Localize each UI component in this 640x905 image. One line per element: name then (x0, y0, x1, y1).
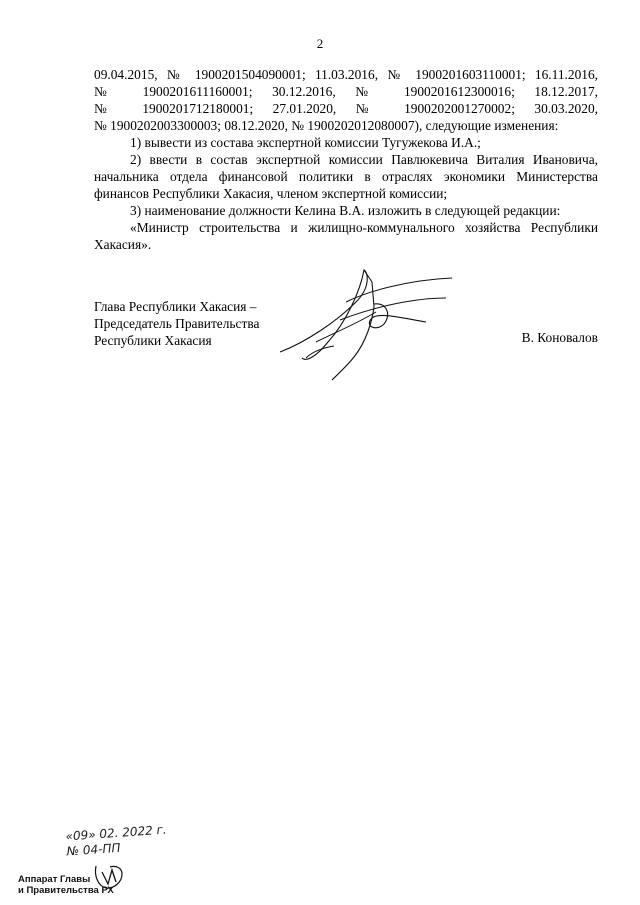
stamp-line-1: Аппарат Главы (18, 874, 91, 885)
handwritten-date: «09» 02. 2022 г. (65, 822, 168, 844)
signatory-title-line-3: Республики Хакасия (94, 333, 212, 348)
handwritten-signature (276, 262, 456, 392)
stamp-initials-mark (92, 862, 126, 892)
page-number: 2 (316, 36, 324, 51)
handwritten-registration-note (65, 823, 168, 860)
text-line-1: 09.04.2015, № 1900201504090001; 11.03.2016, № 1900201603110001; 16.11.2016, (94, 67, 598, 82)
amendment-item-2: 2) ввести в состав экспертной комиссии Павлюкевича Виталия Ивановича, начальника отдела финансовой политики в отраслях экономики Министерства финансов Республики Хакасия, членом экспертной комиссии; (94, 152, 598, 201)
signatory-title (94, 298, 259, 349)
signatory-title-line-2: Председатель Правительства (94, 316, 260, 331)
text-line-3: № 1900201712180001; 27.01.2020, № 1900202001270002; 30.03.2020, (94, 101, 598, 116)
signatory-name: В. Коновалов (521, 330, 598, 345)
text-line-4: № 1900202003300003; 08.12.2020, № 1900202012080007), следующие изменения: (94, 118, 559, 133)
document-body (94, 66, 598, 253)
amendment-item-3: 3) наименование должности Келина В.А. изложить в следующей редакции: (130, 203, 561, 218)
amendment-item-1: 1) вывести из состава экспертной комиссии Тугужекова И.А.; (130, 135, 481, 150)
amendment-quote: «Министр строительства и жилищно-коммунального хозяйства Республики Хакасия». (94, 220, 598, 252)
stamp-line-2: и Правительства РХ (18, 885, 114, 896)
handwritten-number: № 04-ПП (66, 840, 121, 859)
text-line-2: № 1900201611160001; 30.12.2016, № 1900201612300016; 18.12.2017, (94, 84, 598, 99)
signatory-title-line-1: Глава Республики Хакасия – (94, 299, 257, 314)
